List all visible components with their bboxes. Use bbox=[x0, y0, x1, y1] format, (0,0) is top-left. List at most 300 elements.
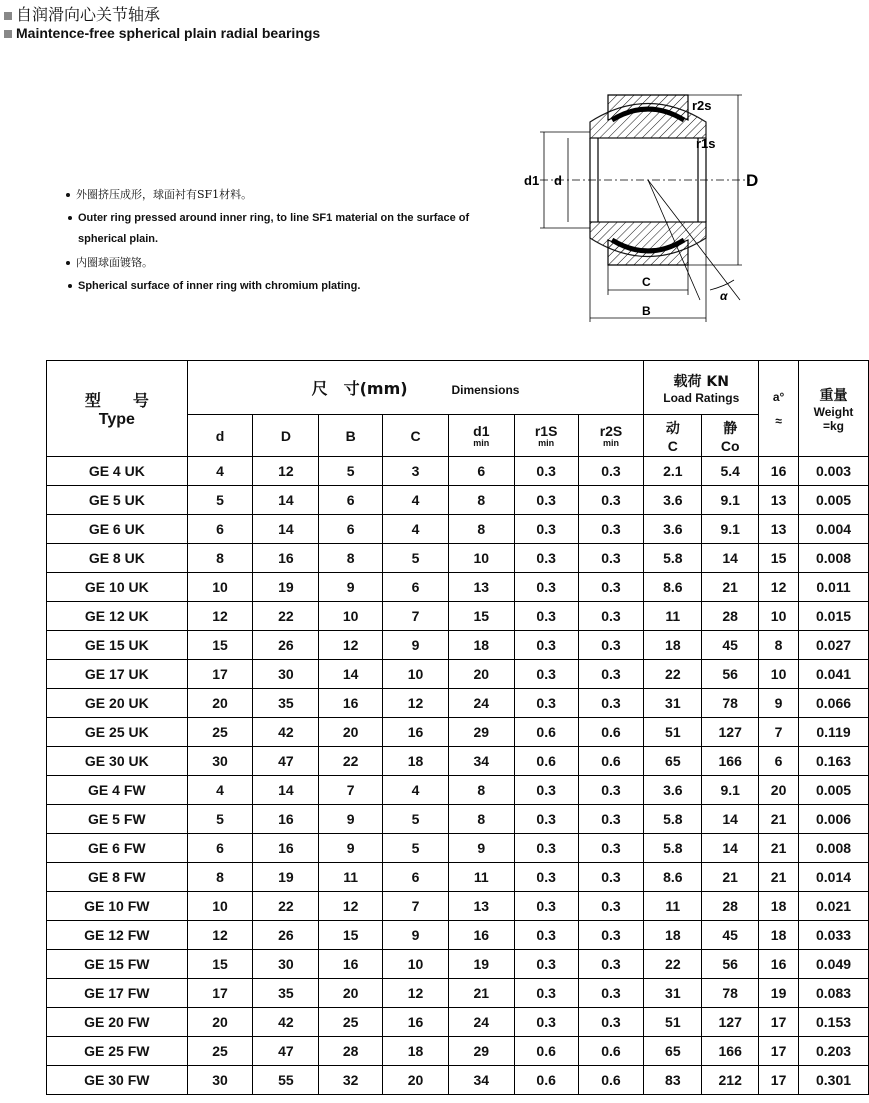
title-cn: 自润滑向心关节轴承 bbox=[4, 2, 160, 25]
value-cell: 30 bbox=[187, 1066, 253, 1095]
value-cell: 0.3 bbox=[578, 486, 644, 515]
value-cell: 4 bbox=[383, 486, 449, 515]
value-cell: 47 bbox=[253, 1037, 319, 1066]
value-cell: 0.041 bbox=[799, 660, 869, 689]
value-cell: 0.3 bbox=[514, 921, 578, 950]
label-C: C bbox=[642, 275, 651, 289]
value-cell: 29 bbox=[448, 718, 514, 747]
value-cell: 25 bbox=[187, 1037, 253, 1066]
value-cell: 10 bbox=[187, 573, 253, 602]
value-cell: 10 bbox=[383, 660, 449, 689]
square-bullet-icon bbox=[4, 12, 12, 20]
value-cell: 31 bbox=[644, 689, 702, 718]
value-cell: 5 bbox=[187, 486, 253, 515]
table-row bbox=[47, 544, 869, 573]
value-cell: 15 bbox=[187, 631, 253, 660]
label-B: B bbox=[642, 304, 651, 318]
value-cell: 11 bbox=[644, 892, 702, 921]
value-cell: 5.4 bbox=[702, 457, 759, 486]
value-cell: 14 bbox=[253, 515, 319, 544]
value-cell: 14 bbox=[253, 776, 319, 805]
value-cell: 21 bbox=[759, 805, 799, 834]
value-cell: 28 bbox=[702, 602, 759, 631]
value-cell: 26 bbox=[253, 631, 319, 660]
table-row bbox=[47, 863, 869, 892]
value-cell: 16 bbox=[759, 950, 799, 979]
value-cell: 0.049 bbox=[799, 950, 869, 979]
value-cell: 0.008 bbox=[799, 544, 869, 573]
value-cell: 0.3 bbox=[578, 776, 644, 805]
value-cell: 7 bbox=[383, 892, 449, 921]
table-row bbox=[47, 834, 869, 863]
value-cell: 0.3 bbox=[514, 486, 578, 515]
value-cell: 3.6 bbox=[644, 515, 702, 544]
value-cell: 0.153 bbox=[799, 1008, 869, 1037]
value-cell: 18 bbox=[448, 631, 514, 660]
value-cell: 12 bbox=[759, 573, 799, 602]
label-D: D bbox=[746, 171, 759, 190]
value-cell: 0.3 bbox=[578, 892, 644, 921]
value-cell: 0.005 bbox=[799, 486, 869, 515]
bullet-icon bbox=[66, 193, 70, 197]
value-cell: 18 bbox=[383, 1037, 449, 1066]
value-cell: 22 bbox=[253, 892, 319, 921]
value-cell: 9.1 bbox=[702, 776, 759, 805]
value-cell: 127 bbox=[702, 1008, 759, 1037]
table-row bbox=[47, 689, 869, 718]
value-cell: 5 bbox=[383, 834, 449, 863]
value-cell: 22 bbox=[319, 747, 383, 776]
value-cell: 16 bbox=[319, 950, 383, 979]
type-cell: GE 4 FW bbox=[47, 776, 188, 805]
value-cell: 20 bbox=[187, 689, 253, 718]
value-cell: 56 bbox=[702, 950, 759, 979]
value-cell: 13 bbox=[448, 573, 514, 602]
value-cell: 0.083 bbox=[799, 979, 869, 1008]
value-cell: 7 bbox=[383, 602, 449, 631]
value-cell: 3 bbox=[383, 457, 449, 486]
value-cell: 0.3 bbox=[514, 689, 578, 718]
bearing-table bbox=[46, 360, 869, 1095]
type-cell: GE 15 FW bbox=[47, 950, 188, 979]
value-cell: 4 bbox=[187, 776, 253, 805]
value-cell: 0.3 bbox=[578, 602, 644, 631]
value-cell: 9.1 bbox=[702, 486, 759, 515]
value-cell: 9 bbox=[319, 573, 383, 602]
value-cell: 0.203 bbox=[799, 1037, 869, 1066]
value-cell: 6 bbox=[319, 486, 383, 515]
value-cell: 10 bbox=[759, 602, 799, 631]
value-cell: 6 bbox=[759, 747, 799, 776]
col-r1s: r1S min bbox=[514, 415, 578, 457]
value-cell: 0.3 bbox=[514, 457, 578, 486]
value-cell: 3.6 bbox=[644, 486, 702, 515]
value-cell: 26 bbox=[253, 921, 319, 950]
value-cell: 5 bbox=[187, 805, 253, 834]
value-cell: 15 bbox=[187, 950, 253, 979]
value-cell: 19 bbox=[448, 950, 514, 979]
value-cell: 8 bbox=[187, 863, 253, 892]
type-cell: GE 6 UK bbox=[47, 515, 188, 544]
value-cell: 6 bbox=[319, 515, 383, 544]
value-cell: 9 bbox=[383, 921, 449, 950]
col-r2s: r2S min bbox=[578, 415, 644, 457]
value-cell: 30 bbox=[187, 747, 253, 776]
value-cell: 14 bbox=[702, 544, 759, 573]
value-cell: 20 bbox=[319, 718, 383, 747]
a-header: a° ≈ bbox=[759, 361, 799, 457]
value-cell: 12 bbox=[253, 457, 319, 486]
value-cell: 4 bbox=[187, 457, 253, 486]
value-cell: 0.6 bbox=[514, 1066, 578, 1095]
value-cell: 0.3 bbox=[514, 892, 578, 921]
value-cell: 34 bbox=[448, 747, 514, 776]
value-cell: 42 bbox=[253, 718, 319, 747]
value-cell: 0.3 bbox=[514, 631, 578, 660]
value-cell: 0.3 bbox=[514, 573, 578, 602]
value-cell: 0.014 bbox=[799, 863, 869, 892]
value-cell: 6 bbox=[187, 834, 253, 863]
bullet-icon bbox=[68, 216, 72, 220]
type-cell: GE 12 FW bbox=[47, 921, 188, 950]
table-row bbox=[47, 921, 869, 950]
value-cell: 0.301 bbox=[799, 1066, 869, 1095]
value-cell: 10 bbox=[319, 602, 383, 631]
value-cell: 11 bbox=[644, 602, 702, 631]
value-cell: 0.066 bbox=[799, 689, 869, 718]
value-cell: 18 bbox=[759, 921, 799, 950]
value-cell: 30 bbox=[253, 950, 319, 979]
label-alpha: α bbox=[720, 289, 728, 303]
value-cell: 30 bbox=[253, 660, 319, 689]
value-cell: 0.6 bbox=[514, 718, 578, 747]
value-cell: 9 bbox=[448, 834, 514, 863]
value-cell: 32 bbox=[319, 1066, 383, 1095]
table-row bbox=[47, 631, 869, 660]
value-cell: 17 bbox=[187, 660, 253, 689]
value-cell: 22 bbox=[253, 602, 319, 631]
value-cell: 8 bbox=[187, 544, 253, 573]
type-cell: GE 30 UK bbox=[47, 747, 188, 776]
value-cell: 9 bbox=[383, 631, 449, 660]
type-cell: GE 20 FW bbox=[47, 1008, 188, 1037]
value-cell: 51 bbox=[644, 1008, 702, 1037]
col-d: d bbox=[187, 415, 253, 457]
table-row bbox=[47, 979, 869, 1008]
value-cell: 0.3 bbox=[514, 979, 578, 1008]
value-cell: 0.6 bbox=[514, 1037, 578, 1066]
feature-1-en: Outer ring pressed around inner ring, to line SF1 material on the surface of bbox=[68, 211, 469, 225]
value-cell: 0.3 bbox=[578, 515, 644, 544]
value-cell: 0.3 bbox=[578, 863, 644, 892]
table-row bbox=[47, 718, 869, 747]
title-en: Maintence-free spherical plain radial bearings bbox=[4, 25, 320, 41]
value-cell: 21 bbox=[702, 573, 759, 602]
value-cell: 5 bbox=[319, 457, 383, 486]
value-cell: 0.3 bbox=[514, 863, 578, 892]
value-cell: 17 bbox=[759, 1037, 799, 1066]
table-row bbox=[47, 805, 869, 834]
value-cell: 8.6 bbox=[644, 863, 702, 892]
value-cell: 2.1 bbox=[644, 457, 702, 486]
value-cell: 166 bbox=[702, 747, 759, 776]
feature-1-en-cont: spherical plain. bbox=[78, 233, 159, 245]
value-cell: 16 bbox=[253, 834, 319, 863]
value-cell: 25 bbox=[187, 718, 253, 747]
value-cell: 0.003 bbox=[799, 457, 869, 486]
value-cell: 11 bbox=[448, 863, 514, 892]
value-cell: 9 bbox=[319, 805, 383, 834]
value-cell: 10 bbox=[759, 660, 799, 689]
value-cell: 18 bbox=[644, 631, 702, 660]
value-cell: 28 bbox=[319, 1037, 383, 1066]
value-cell: 0.6 bbox=[578, 1066, 644, 1095]
value-cell: 14 bbox=[702, 805, 759, 834]
col-B: B bbox=[319, 415, 383, 457]
label-r1s: r1s bbox=[696, 136, 716, 151]
value-cell: 21 bbox=[448, 979, 514, 1008]
value-cell: 17 bbox=[759, 1008, 799, 1037]
value-cell: 8 bbox=[448, 776, 514, 805]
bullet-icon bbox=[66, 261, 70, 265]
type-cell: GE 25 FW bbox=[47, 1037, 188, 1066]
value-cell: 0.3 bbox=[578, 631, 644, 660]
value-cell: 31 bbox=[644, 979, 702, 1008]
table-row bbox=[47, 892, 869, 921]
value-cell: 0.3 bbox=[514, 515, 578, 544]
col-static: 静 Co bbox=[702, 415, 759, 457]
value-cell: 8 bbox=[759, 631, 799, 660]
value-cell: 65 bbox=[644, 747, 702, 776]
value-cell: 0.3 bbox=[578, 1008, 644, 1037]
value-cell: 13 bbox=[759, 486, 799, 515]
value-cell: 9.1 bbox=[702, 515, 759, 544]
type-cell: GE 15 UK bbox=[47, 631, 188, 660]
value-cell: 18 bbox=[644, 921, 702, 950]
table-row bbox=[47, 1008, 869, 1037]
value-cell: 20 bbox=[383, 1066, 449, 1095]
value-cell: 42 bbox=[253, 1008, 319, 1037]
type-cell: GE 4 UK bbox=[47, 457, 188, 486]
value-cell: 15 bbox=[448, 602, 514, 631]
type-cell: GE 8 FW bbox=[47, 863, 188, 892]
value-cell: 11 bbox=[319, 863, 383, 892]
value-cell: 0.011 bbox=[799, 573, 869, 602]
value-cell: 0.3 bbox=[578, 834, 644, 863]
feature-2-cn: 内圈球面镀铬。 bbox=[66, 256, 153, 270]
value-cell: 78 bbox=[702, 979, 759, 1008]
value-cell: 55 bbox=[253, 1066, 319, 1095]
col-D: D bbox=[253, 415, 319, 457]
value-cell: 8 bbox=[448, 486, 514, 515]
type-cell: GE 10 FW bbox=[47, 892, 188, 921]
value-cell: 16 bbox=[319, 689, 383, 718]
value-cell: 20 bbox=[187, 1008, 253, 1037]
value-cell: 16 bbox=[253, 805, 319, 834]
value-cell: 127 bbox=[702, 718, 759, 747]
value-cell: 10 bbox=[187, 892, 253, 921]
bullet-icon bbox=[68, 284, 72, 288]
value-cell: 20 bbox=[759, 776, 799, 805]
table-row bbox=[47, 1037, 869, 1066]
value-cell: 10 bbox=[448, 544, 514, 573]
value-cell: 7 bbox=[759, 718, 799, 747]
value-cell: 0.3 bbox=[578, 573, 644, 602]
value-cell: 0.3 bbox=[514, 776, 578, 805]
value-cell: 22 bbox=[644, 660, 702, 689]
value-cell: 0.3 bbox=[514, 1008, 578, 1037]
square-bullet-icon bbox=[4, 30, 12, 38]
table-row bbox=[47, 457, 869, 486]
type-cell: GE 17 FW bbox=[47, 979, 188, 1008]
value-cell: 24 bbox=[448, 1008, 514, 1037]
value-cell: 47 bbox=[253, 747, 319, 776]
value-cell: 19 bbox=[253, 863, 319, 892]
value-cell: 45 bbox=[702, 921, 759, 950]
value-cell: 17 bbox=[759, 1066, 799, 1095]
value-cell: 0.033 bbox=[799, 921, 869, 950]
type-cell: GE 30 FW bbox=[47, 1066, 188, 1095]
value-cell: 6 bbox=[187, 515, 253, 544]
value-cell: 8 bbox=[448, 805, 514, 834]
col-d1: d1 min bbox=[448, 415, 514, 457]
value-cell: 0.005 bbox=[799, 776, 869, 805]
value-cell: 12 bbox=[187, 921, 253, 950]
value-cell: 5.8 bbox=[644, 544, 702, 573]
col-dynamic: 动 C bbox=[644, 415, 702, 457]
value-cell: 14 bbox=[702, 834, 759, 863]
feature-2-en: Spherical surface of inner ring with chromium plating. bbox=[68, 279, 360, 293]
dimensions-header: 尺 寸(mm) Dimensions bbox=[187, 361, 644, 415]
value-cell: 6 bbox=[448, 457, 514, 486]
value-cell: 18 bbox=[383, 747, 449, 776]
value-cell: 16 bbox=[383, 1008, 449, 1037]
value-cell: 22 bbox=[644, 950, 702, 979]
value-cell: 3.6 bbox=[644, 776, 702, 805]
value-cell: 0.6 bbox=[514, 747, 578, 776]
col-C: C bbox=[383, 415, 449, 457]
value-cell: 19 bbox=[759, 979, 799, 1008]
label-r2s: r2s bbox=[692, 98, 712, 113]
value-cell: 35 bbox=[253, 979, 319, 1008]
value-cell: 56 bbox=[702, 660, 759, 689]
type-header: 型 号 Type bbox=[47, 361, 188, 457]
value-cell: 24 bbox=[448, 689, 514, 718]
value-cell: 0.008 bbox=[799, 834, 869, 863]
value-cell: 12 bbox=[319, 892, 383, 921]
value-cell: 0.3 bbox=[578, 805, 644, 834]
value-cell: 8.6 bbox=[644, 573, 702, 602]
value-cell: 5.8 bbox=[644, 805, 702, 834]
value-cell: 0.3 bbox=[514, 950, 578, 979]
value-cell: 45 bbox=[702, 631, 759, 660]
value-cell: 21 bbox=[702, 863, 759, 892]
value-cell: 0.3 bbox=[514, 602, 578, 631]
value-cell: 17 bbox=[187, 979, 253, 1008]
table-row bbox=[47, 1066, 869, 1095]
value-cell: 0.006 bbox=[799, 805, 869, 834]
value-cell: 65 bbox=[644, 1037, 702, 1066]
value-cell: 35 bbox=[253, 689, 319, 718]
value-cell: 0.3 bbox=[578, 660, 644, 689]
value-cell: 19 bbox=[253, 573, 319, 602]
value-cell: 166 bbox=[702, 1037, 759, 1066]
value-cell: 4 bbox=[383, 515, 449, 544]
value-cell: 8 bbox=[448, 515, 514, 544]
value-cell: 16 bbox=[759, 457, 799, 486]
value-cell: 0.163 bbox=[799, 747, 869, 776]
type-cell: GE 8 UK bbox=[47, 544, 188, 573]
value-cell: 16 bbox=[383, 718, 449, 747]
value-cell: 12 bbox=[383, 689, 449, 718]
value-cell: 5.8 bbox=[644, 834, 702, 863]
value-cell: 5 bbox=[383, 805, 449, 834]
value-cell: 0.6 bbox=[578, 747, 644, 776]
value-cell: 28 bbox=[702, 892, 759, 921]
value-cell: 12 bbox=[319, 631, 383, 660]
type-cell: GE 17 UK bbox=[47, 660, 188, 689]
label-d1: d1 bbox=[524, 173, 540, 188]
value-cell: 0.3 bbox=[514, 834, 578, 863]
value-cell: 8 bbox=[319, 544, 383, 573]
value-cell: 25 bbox=[319, 1008, 383, 1037]
type-cell: GE 20 UK bbox=[47, 689, 188, 718]
value-cell: 29 bbox=[448, 1037, 514, 1066]
value-cell: 12 bbox=[383, 979, 449, 1008]
value-cell: 5 bbox=[383, 544, 449, 573]
value-cell: 12 bbox=[187, 602, 253, 631]
type-cell: GE 5 UK bbox=[47, 486, 188, 515]
value-cell: 0.027 bbox=[799, 631, 869, 660]
feature-1-cn: 外圈挤压成形，球面衬有SF1材料。 bbox=[66, 188, 252, 202]
label-d: d bbox=[554, 173, 562, 188]
value-cell: 34 bbox=[448, 1066, 514, 1095]
value-cell: 0.6 bbox=[578, 1037, 644, 1066]
value-cell: 16 bbox=[448, 921, 514, 950]
type-cell: GE 6 FW bbox=[47, 834, 188, 863]
value-cell: 6 bbox=[383, 573, 449, 602]
value-cell: 4 bbox=[383, 776, 449, 805]
type-cell: GE 12 UK bbox=[47, 602, 188, 631]
value-cell: 7 bbox=[319, 776, 383, 805]
table-row bbox=[47, 515, 869, 544]
value-cell: 9 bbox=[759, 689, 799, 718]
table-row bbox=[47, 486, 869, 515]
value-cell: 6 bbox=[383, 863, 449, 892]
value-cell: 0.3 bbox=[578, 950, 644, 979]
value-cell: 14 bbox=[319, 660, 383, 689]
value-cell: 78 bbox=[702, 689, 759, 718]
value-cell: 83 bbox=[644, 1066, 702, 1095]
type-cell: GE 10 UK bbox=[47, 573, 188, 602]
value-cell: 0.3 bbox=[578, 979, 644, 1008]
load-ratings-header: 载荷 KN Load Ratings bbox=[644, 361, 759, 415]
table-row bbox=[47, 950, 869, 979]
value-cell: 0.3 bbox=[578, 689, 644, 718]
table-row bbox=[47, 747, 869, 776]
value-cell: 0.021 bbox=[799, 892, 869, 921]
value-cell: 212 bbox=[702, 1066, 759, 1095]
value-cell: 0.3 bbox=[578, 544, 644, 573]
value-cell: 21 bbox=[759, 834, 799, 863]
value-cell: 13 bbox=[759, 515, 799, 544]
value-cell: 0.3 bbox=[578, 921, 644, 950]
type-cell: GE 25 UK bbox=[47, 718, 188, 747]
value-cell: 0.015 bbox=[799, 602, 869, 631]
value-cell: 15 bbox=[759, 544, 799, 573]
value-cell: 0.3 bbox=[514, 660, 578, 689]
value-cell: 0.119 bbox=[799, 718, 869, 747]
